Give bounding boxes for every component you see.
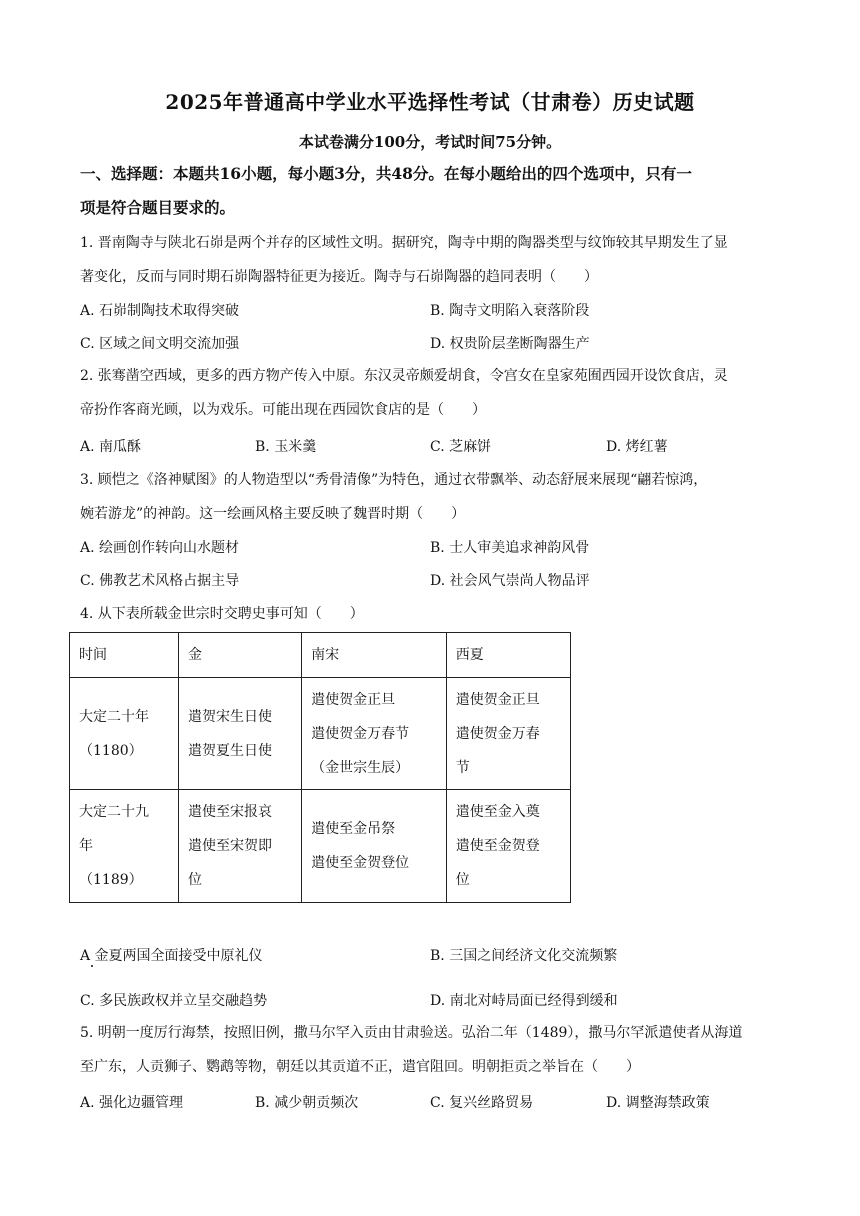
question-2-option-c: C. 芝麻饼: [430, 439, 492, 455]
question-2-stem: [80, 359, 792, 427]
question-3-option-c: C. 佛教艺术风格占据主导: [80, 573, 240, 589]
question-1-option-b: B. 陶寺文明陷入衰落阶段: [430, 303, 590, 319]
cell-line: 遣使至宋报哀: [187, 804, 272, 820]
table-header-row: [70, 633, 571, 678]
cell-line: 遣使至宋贺即: [187, 838, 272, 854]
cell-line: 遣使至金贺登: [455, 838, 540, 854]
cell-line: 遣贺夏生日使: [187, 742, 272, 759]
question-4-stem: 4. 从下表所载金世宗时交聘史事可知（ ）: [80, 606, 364, 622]
question-5-option-b: B. 减少朝贡频次: [255, 1095, 359, 1111]
stem-line: 3. 顾恺之《洛神赋图》的人物造型以“秀骨清像”为特色，通过衣带飘举、动态舒展来展现“翩若惊鸿，: [80, 472, 708, 488]
exam-title: 2025年普通高中学业水平选择性考试（甘肃卷）历史试题: [165, 90, 695, 114]
question-4-option-a: A 金夏两国全面接受中原礼仪: [80, 948, 263, 964]
section-heading: [80, 157, 790, 225]
question-1-option-a: A. 石峁制陶技术取得突破: [80, 303, 240, 319]
question-3-option-b: B. 士人审美追求神韵风骨: [430, 540, 590, 556]
cell-line: 大定二十九: [79, 804, 149, 820]
table-header-cell: 时间: [70, 633, 179, 678]
table-header-cell: 金: [178, 633, 301, 678]
exam-subtitle: 本试卷满分100分，考试时间75分钟。: [298, 133, 562, 151]
stem-line: 婉若游龙”的神韵。这一绘画风格主要反映了魏晋时期（ ）: [80, 506, 466, 522]
cell-line: 位: [455, 872, 470, 888]
question-3-option-a: A. 绘画创作转向山水题材: [80, 540, 240, 556]
table-cell: [178, 678, 301, 790]
question-5-option-c: C. 复兴丝路贸易: [430, 1095, 534, 1111]
cell-line: 遣使贺金万春: [455, 725, 540, 742]
question-2-option-a: A. 南瓜酥: [80, 439, 142, 455]
question-3-stem: [80, 463, 792, 531]
section-heading-line: 项是符合题目要求的。: [80, 198, 236, 217]
table-cell: [302, 790, 447, 903]
stray-dot-mark: [91, 965, 93, 967]
question-2-option-d: D. 烤红薯: [606, 439, 668, 455]
question-5-stem: [80, 1016, 792, 1084]
cell-line: 遣使至金入奠: [455, 804, 540, 820]
cell-line: 遣使贺金万春节: [311, 725, 410, 742]
question-4-option-d: D. 南北对峙局面已经得到缓和: [430, 993, 618, 1009]
table-cell: [178, 790, 301, 903]
table-cell: [70, 790, 179, 903]
cell-line: 遣使贺金正旦: [455, 691, 540, 708]
cell-line: （金世宗生辰）: [311, 759, 410, 776]
table-cell: [446, 790, 570, 903]
table-row: [70, 678, 571, 790]
cell-line: （1180）: [79, 742, 143, 759]
stem-line: 著变化，反而与同时期石峁陶器特征更为接近。陶寺与石峁陶器的趋同表明（ ）: [80, 269, 598, 285]
cell-line: 大定二十年: [79, 708, 149, 725]
table-header-cell: 南宋: [302, 633, 447, 678]
table-cell: [302, 678, 447, 790]
cell-line: 位: [187, 872, 202, 888]
stem-line: 5. 明朝一度厉行海禁，按照旧例，撒马尔罕入贡由甘肃验送。弘治二年（1489），撒马尔罕派遣使者从海道: [80, 1025, 743, 1041]
cell-line: 节: [455, 759, 470, 776]
stem-line: 至广东，人贡狮子、鹦鹉等物，朝廷以其贡道不正，遣官阻回。明朝拒贡之举旨在（ ）: [80, 1059, 640, 1075]
section-heading-line: 一、选择题：本题共16小题，每小题3分，共48分。在每小题给出的四个选项中，只有一: [80, 164, 692, 183]
question-3-option-d: D. 社会风气崇尚人物品评: [430, 573, 590, 589]
stem-line: 帝扮作客商光顾，以为戏乐。可能出现在西园饮食店的是（ ）: [80, 402, 486, 418]
question-5-option-d: D. 调整海禁政策: [606, 1095, 710, 1111]
stem-line: 1. 晋南陶寺与陕北石峁是两个并存的区域性文明。据研究，陶寺中期的陶器类型与纹饰较其早期发生了显: [80, 235, 728, 251]
cell-line: 年: [79, 838, 93, 854]
question-4-option-b: B. 三国之间经济文化交流频繁: [430, 948, 618, 964]
stem-line: 2. 张骞凿空西域，更多的西方物产传入中原。东汉灵帝颇爱胡食，令宫女在皇家苑囿西园开设饮食店，灵: [80, 368, 728, 384]
question-1-option-d: D. 权贵阶层垄断陶器生产: [430, 336, 590, 352]
question-1-option-c: C. 区域之间文明交流加强: [80, 336, 240, 352]
diplomacy-table: [69, 632, 571, 903]
question-2-option-b: B. 玉米羹: [255, 439, 317, 455]
table-row: [70, 790, 571, 903]
cell-line: （1189）: [79, 872, 143, 888]
table-header-cell: 西夏: [446, 633, 570, 678]
cell-line: 遣使至金贺登位: [311, 855, 410, 871]
cell-line: 遣贺宋生日使: [187, 708, 272, 725]
question-5-option-a: A. 强化边疆管理: [80, 1095, 184, 1111]
table-cell: [70, 678, 179, 790]
table-cell: [446, 678, 570, 790]
question-1-stem: [80, 226, 792, 294]
cell-line: 遣使贺金正旦: [311, 691, 396, 708]
question-4-option-c: C. 多民族政权并立呈交融趋势: [80, 993, 268, 1009]
cell-line: 遣使至金吊祭: [311, 821, 396, 837]
